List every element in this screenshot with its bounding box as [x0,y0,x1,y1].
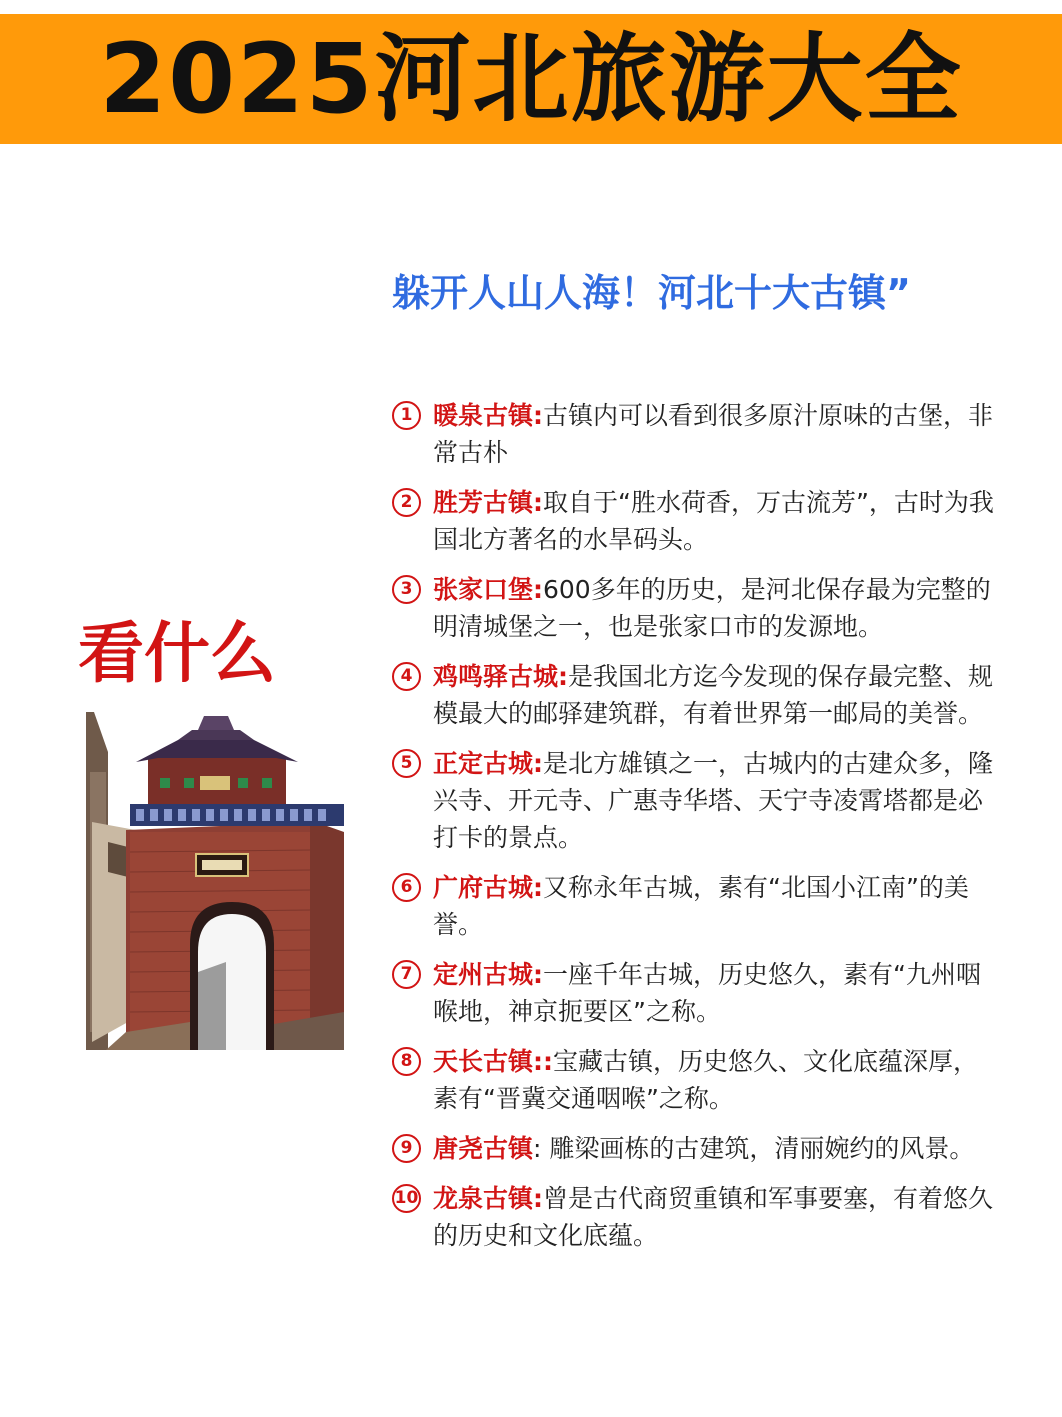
town-description: 取自于“胜水荷香，万古流芳”，古时为我国北方著名的水旱码头。 [433,488,994,554]
number-badge: 6 [392,873,421,902]
title-banner [0,14,1062,144]
town-name: 唐尧古镇 [433,1134,534,1163]
town-name: 张家口堡: [433,575,543,604]
town-name: 鸡鸣驿古城: [433,662,568,691]
list-item [392,869,1002,943]
list-item [392,571,1002,645]
town-name: 广府古城: [433,873,543,902]
ancient-gate-tower-icon [86,712,344,1050]
town-name: 天长古镇:: [433,1047,553,1076]
town-name: 暖泉古镇: [433,401,543,430]
town-description: 曾是古代商贸重镇和军事要塞，有着悠久的历史和文化底蕴。 [433,1184,994,1250]
list-item [392,397,1002,471]
number-badge: 9 [392,1134,421,1163]
side-heading: 看什么 [78,615,276,692]
town-name: 胜芳古镇: [433,488,543,517]
town-name: 定州古城: [433,960,543,989]
list-item [392,956,1002,1030]
town-name: 正定古城: [433,749,543,778]
list-item [392,1043,1002,1117]
town-list [392,397,1002,1267]
list-item [392,484,1002,558]
town-description: 宝藏古镇，历史悠久、文化底蕴深厚，素有“晋冀交通咽喉”之称。 [433,1047,979,1113]
number-badge: 2 [392,488,421,517]
list-item [392,745,1002,856]
list-item [392,1180,1002,1254]
town-name: 龙泉古镇: [433,1184,543,1213]
subtitle: 躲开人山人海！河北十大古镇” [392,271,911,315]
town-description: 又称永年古城，素有“北国小江南”的美誉。 [433,873,969,939]
number-badge: 8 [392,1047,421,1076]
number-badge: 5 [392,749,421,778]
list-item [392,658,1002,732]
town-description: : 雕梁画栋的古建筑，清丽婉约的风景。 [533,1134,975,1163]
page-title: 2025河北旅游大全 [99,23,963,135]
number-badge: 1 [392,401,421,430]
number-badge: 3 [392,575,421,604]
list-item [392,1130,1002,1167]
town-description: 一座千年古城，历史悠久，素有“九州咽喉地，神京扼要区”之称。 [433,960,981,1026]
number-badge: 10 [392,1184,421,1213]
number-badge: 4 [392,662,421,691]
number-badge: 7 [392,960,421,989]
town-description: 古镇内可以看到很多原汁原味的古堡，非常古朴 [433,401,994,467]
town-description: 600多年的历史，是河北保存最为完整的明清城堡之一，也是张家口市的发源地。 [433,575,991,641]
town-description: 是我国北方迄今发现的保存最完整、规模最大的邮驿建筑群，有着世界第一邮局的美誉。 [433,662,994,728]
town-description: 是北方雄镇之一，古城内的古建众多，隆兴寺、开元寺、广惠寺华塔、天宁寺凌霄塔都是必打卡的景点。 [433,749,994,852]
